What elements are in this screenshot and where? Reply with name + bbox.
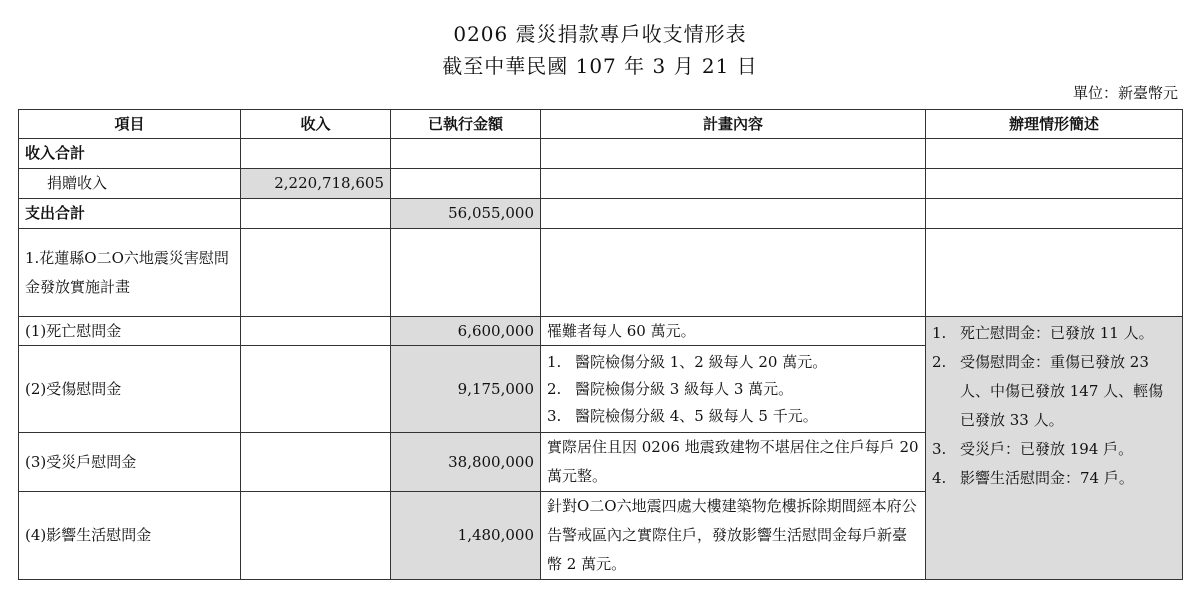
income-expense-table (18, 109, 1183, 580)
row-label-death: (1)死亡慰問金 (19, 317, 241, 346)
income-total-label: 收入合計 (19, 139, 241, 169)
list-item (932, 435, 1176, 464)
plan-list (547, 349, 919, 430)
row-label-household: (3)受災戶慰問金 (19, 433, 241, 492)
table-row (19, 199, 1183, 229)
table-row (19, 229, 1183, 317)
list-item (932, 348, 1176, 435)
amount-death: 6,600,000 (391, 317, 541, 346)
plan-living: 針對O二O六地震四處大樓建築物危樓拆除期間經本府公告警戒區內之實際住戶，發放影響生活慰問金每戶新臺幣 2 萬元。 (541, 492, 926, 580)
list-number: 1. (547, 352, 562, 371)
col-header-plan: 計畫內容 (541, 110, 926, 139)
empty-cell (926, 139, 1183, 169)
table-row (19, 317, 1183, 346)
status-text: 影響生活慰問金：74 戶。 (960, 469, 1134, 487)
empty-cell (241, 199, 391, 229)
list-item (547, 376, 919, 403)
empty-cell (241, 139, 391, 169)
plan-text: 醫院檢傷分級 4、5 級每人 5 千元。 (575, 406, 818, 425)
list-number: 3. (547, 406, 562, 425)
empty-cell (541, 169, 926, 199)
amount-household: 38,800,000 (391, 433, 541, 492)
row-label-injury: (2)受傷慰問金 (19, 346, 241, 433)
donation-income: 2,220,718,605 (241, 169, 391, 199)
col-header-item: 項目 (19, 110, 241, 139)
page-title: 0206 震災捐款專戶收支情形表 (453, 22, 747, 46)
section1-label: 1.花蓮縣O二O六地震災害慰問金發放實施計畫 (19, 229, 241, 317)
plan-death: 罹難者每人 60 萬元。 (541, 317, 926, 346)
plan-injury (541, 346, 926, 433)
plan-text: 醫院檢傷分級 1、2 級每人 20 萬元。 (575, 352, 828, 371)
empty-cell (241, 317, 391, 346)
expense-total-label: 支出合計 (19, 199, 241, 229)
page-subtitle: 截至中華民國 107 年 3 月 21 日 (442, 54, 758, 78)
amount-living: 1,480,000 (391, 492, 541, 580)
status-text: 受傷慰問金：重傷已發放 23 人、中傷已發放 147 人、輕傷已發放 33 人。 (960, 353, 1164, 429)
row-label-living: (4)影響生活慰問金 (19, 492, 241, 580)
list-number: 2. (932, 353, 947, 371)
table-row (19, 169, 1183, 199)
header-row (19, 110, 1183, 139)
col-header-executed: 已執行金額 (391, 110, 541, 139)
empty-cell (926, 229, 1183, 317)
list-item (547, 349, 919, 376)
empty-cell (541, 139, 926, 169)
col-header-status: 辦理情形簡述 (926, 110, 1183, 139)
status-list (932, 319, 1176, 493)
donation-label: 捐贈收入 (19, 169, 241, 199)
plan-text: 醫院檢傷分級 3 級每人 3 萬元。 (575, 379, 794, 398)
plan-household: 實際居住且因 0206 地震致建物不堪居住之住戶每戶 20 萬元整。 (541, 433, 926, 492)
empty-cell (541, 199, 926, 229)
status-text: 受災戶：已發放 194 戶。 (960, 440, 1134, 458)
empty-cell (391, 139, 541, 169)
status-text: 死亡慰問金：已發放 11 人。 (960, 324, 1154, 342)
empty-cell (391, 169, 541, 199)
list-number: 2. (547, 379, 562, 398)
list-number: 1. (932, 324, 947, 342)
empty-cell (541, 229, 926, 317)
table-row (19, 139, 1183, 169)
empty-cell (241, 346, 391, 433)
empty-cell (926, 199, 1183, 229)
empty-cell (391, 229, 541, 317)
status-cell (926, 317, 1183, 580)
list-item (932, 464, 1176, 493)
list-number: 4. (932, 469, 947, 487)
amount-injury: 9,175,000 (391, 346, 541, 433)
empty-cell (241, 433, 391, 492)
expense-total: 56,055,000 (391, 199, 541, 229)
currency-unit: 單位：新臺幣元 (1072, 84, 1178, 102)
empty-cell (926, 169, 1183, 199)
list-item (547, 403, 919, 430)
empty-cell (241, 492, 391, 580)
list-number: 3. (932, 440, 947, 458)
list-item (932, 319, 1176, 348)
col-header-income: 收入 (241, 110, 391, 139)
empty-cell (241, 229, 391, 317)
